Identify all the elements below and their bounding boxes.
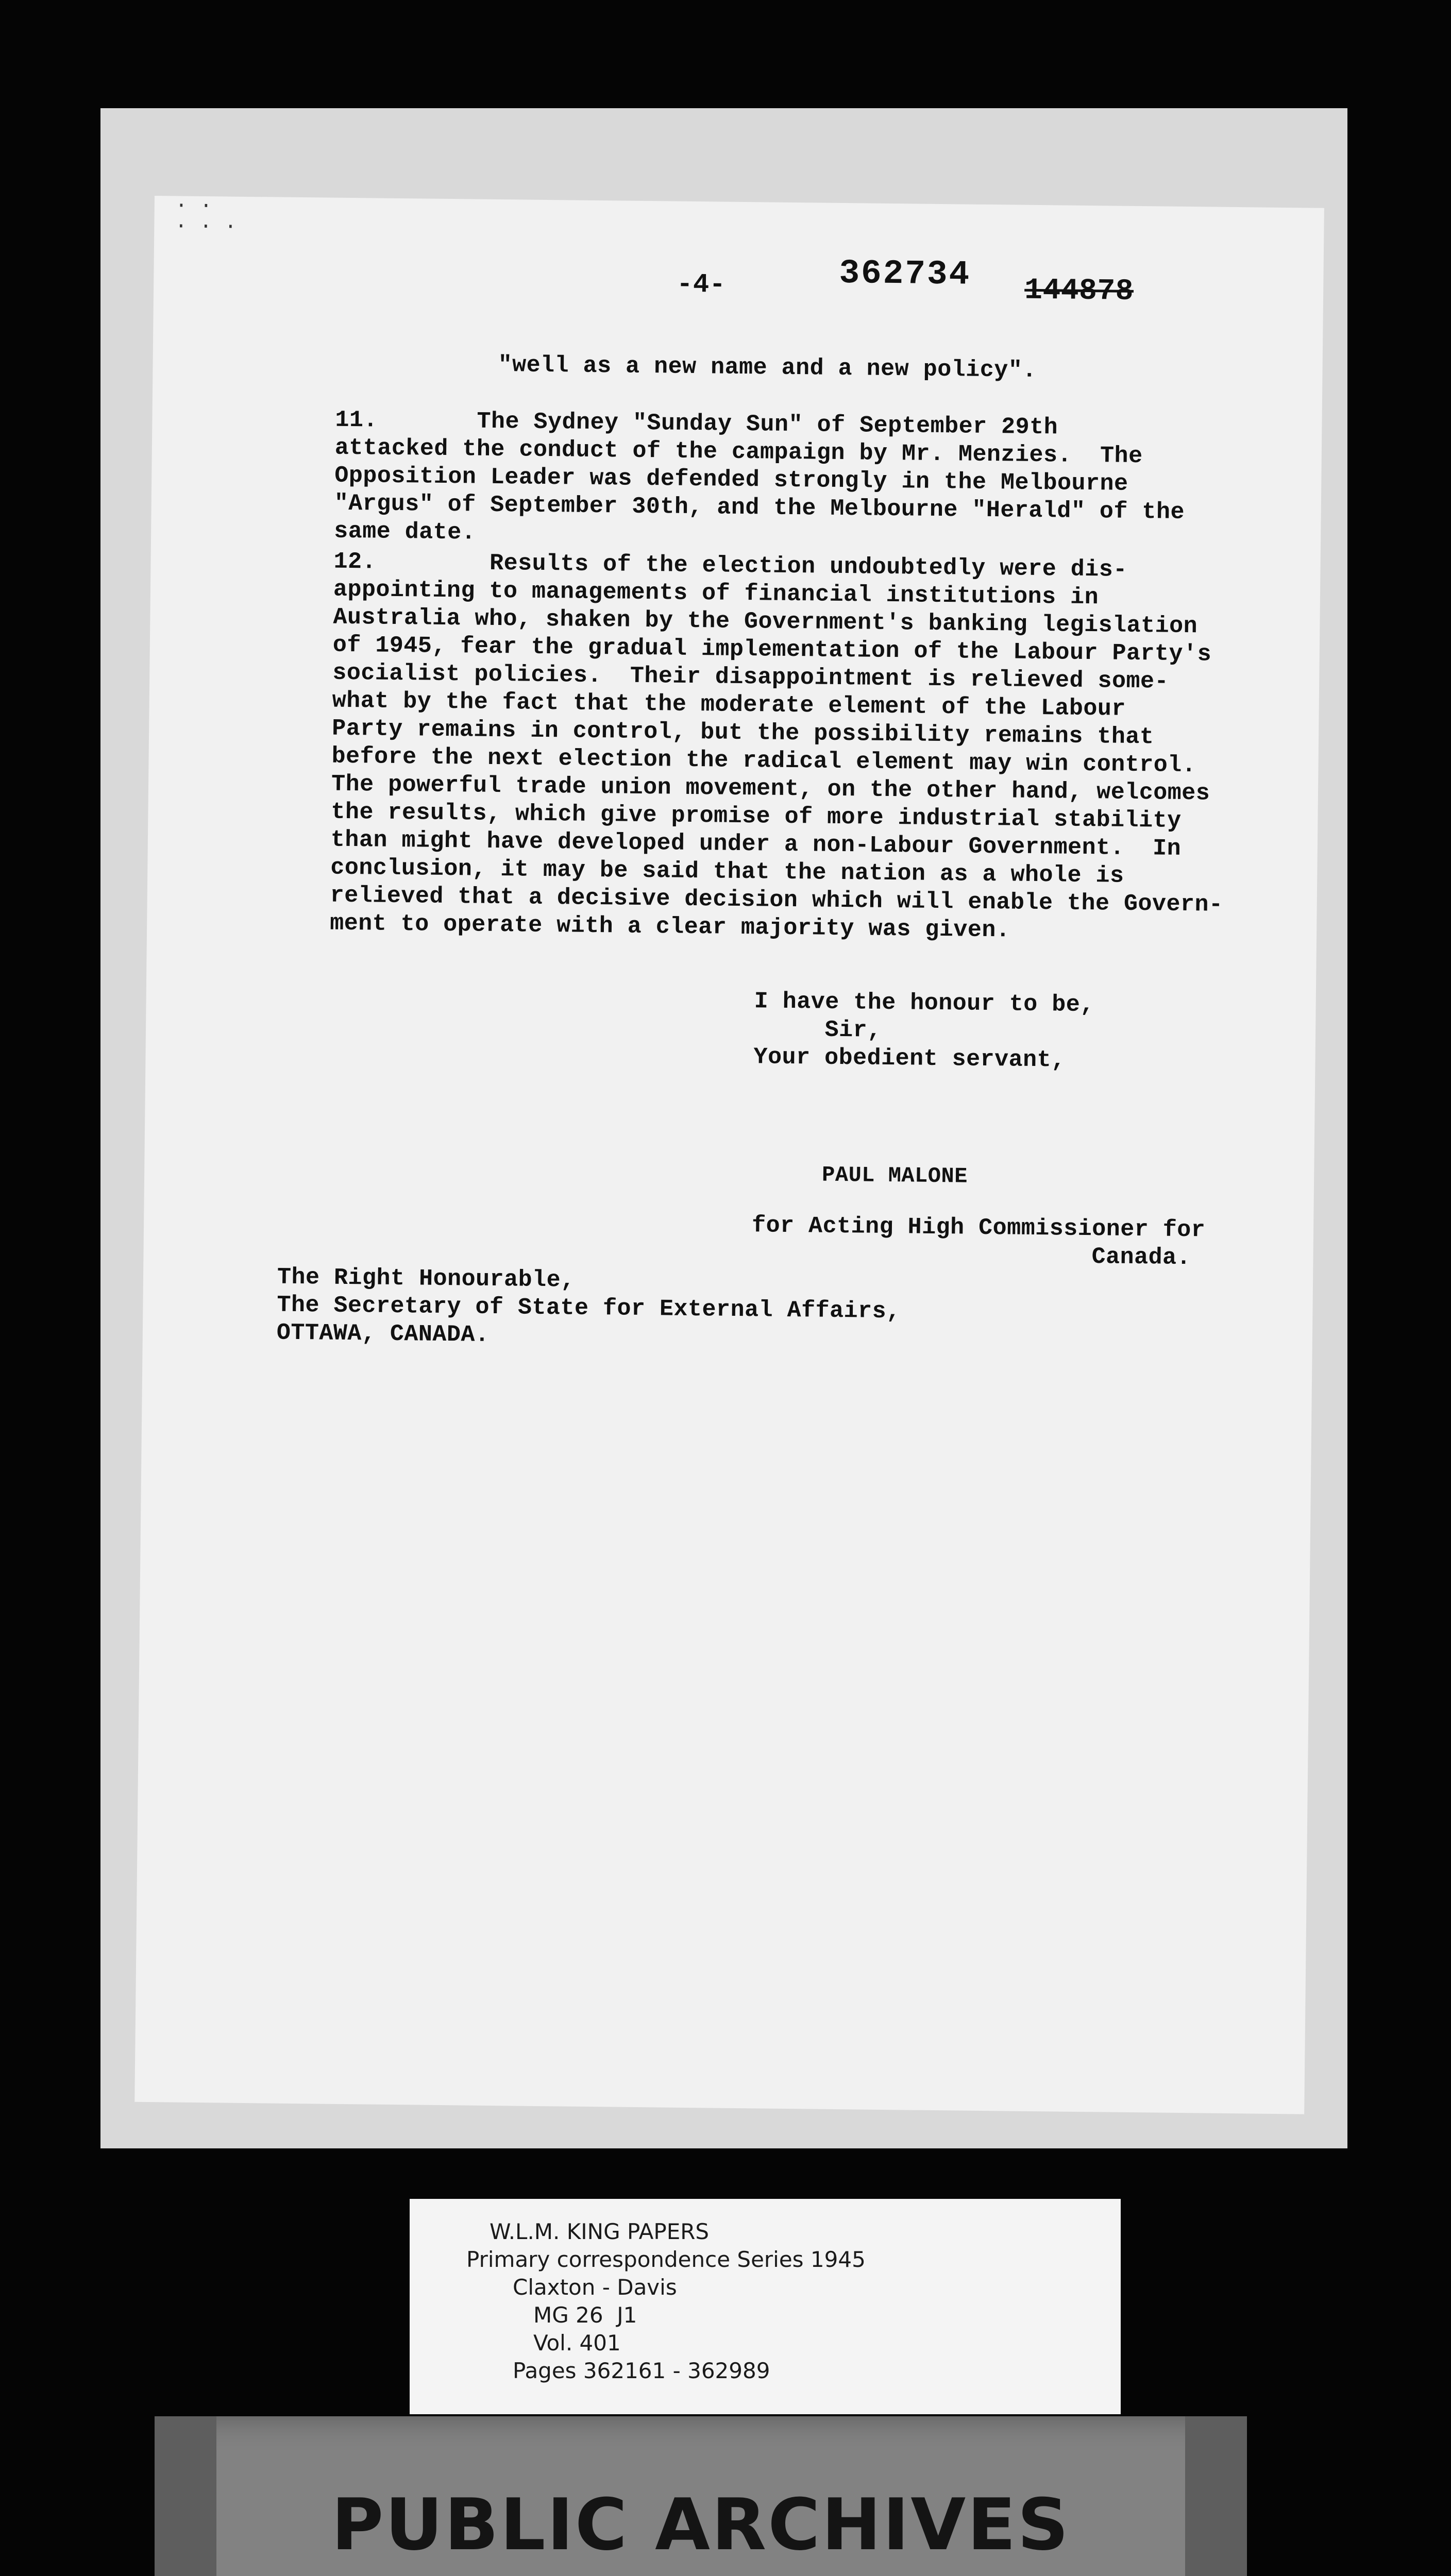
paragraph-11: 11. The Sydney "Sunday Sun" of September 29th attacked the conduct of the campaign by Mr. Menzies. The Opposition Leader was defended strongly in the Melbourne "Argus" of September 30th, and the Melbourne "Herald" of the same date. [333, 406, 1185, 546]
label-pages: Pages 362161 - 362989 [513, 2358, 770, 2383]
letter-page [134, 196, 1324, 2114]
label-volume: Vol. 401 [533, 2330, 621, 2355]
label-range-names: Claxton - Davis [513, 2275, 677, 2300]
signer-title: for Acting High Commissioner for Canada. [751, 1212, 1206, 1272]
public-archives-stamp [155, 2416, 1247, 2576]
label-series: Primary correspondence Series 1945 [466, 2247, 866, 2272]
addressee-block: The Right Honourable, The Secretary of State for External Affairs, OTTAWA, CANADA. [276, 1264, 901, 1348]
quote-line: "well as a new name and a new policy". [498, 351, 1037, 384]
document-number: 362734 [839, 253, 971, 294]
ink-specks: · · · · · [175, 194, 237, 239]
page-number: -4- [676, 269, 726, 300]
paragraph-12: 12. Results of the election undoubtedly were dis- appointing to managements of financial institutions in Australia who, shaken by the Government's banking legislation of 1945, fear the gradual implementation of the Labour Party's socialist policies. Their disappointment is relieved some- what by the fact that the moderate element of the Labour Party remains in control, but the possibility remains that before the next election the radical element may win control. The powerful trade union movement, on the other hand, welcomes the results, which give promise of more industrial stability than might have developed under a non-Labour Government. In conclusion, it may be said that the nation as a whole is relieved that a decisive decision which will enable the Govern- ment to operate with a clear majority was given. [329, 548, 1223, 944]
crossed-out-number: 144878 [1024, 274, 1134, 309]
signer-name: PAUL MALONE [821, 1162, 968, 1189]
label-collection: W.L.M. KING PAPERS [490, 2219, 710, 2244]
label-mg-number: MG 26 J1 [533, 2302, 637, 2328]
archive-reference-label [410, 2199, 1121, 2414]
closing-salutation: I have the honour to be, Sir, Your obedient servant, [753, 988, 1095, 1074]
stamp-line-english: PUBLIC ARCHIVES [331, 2483, 1070, 2566]
